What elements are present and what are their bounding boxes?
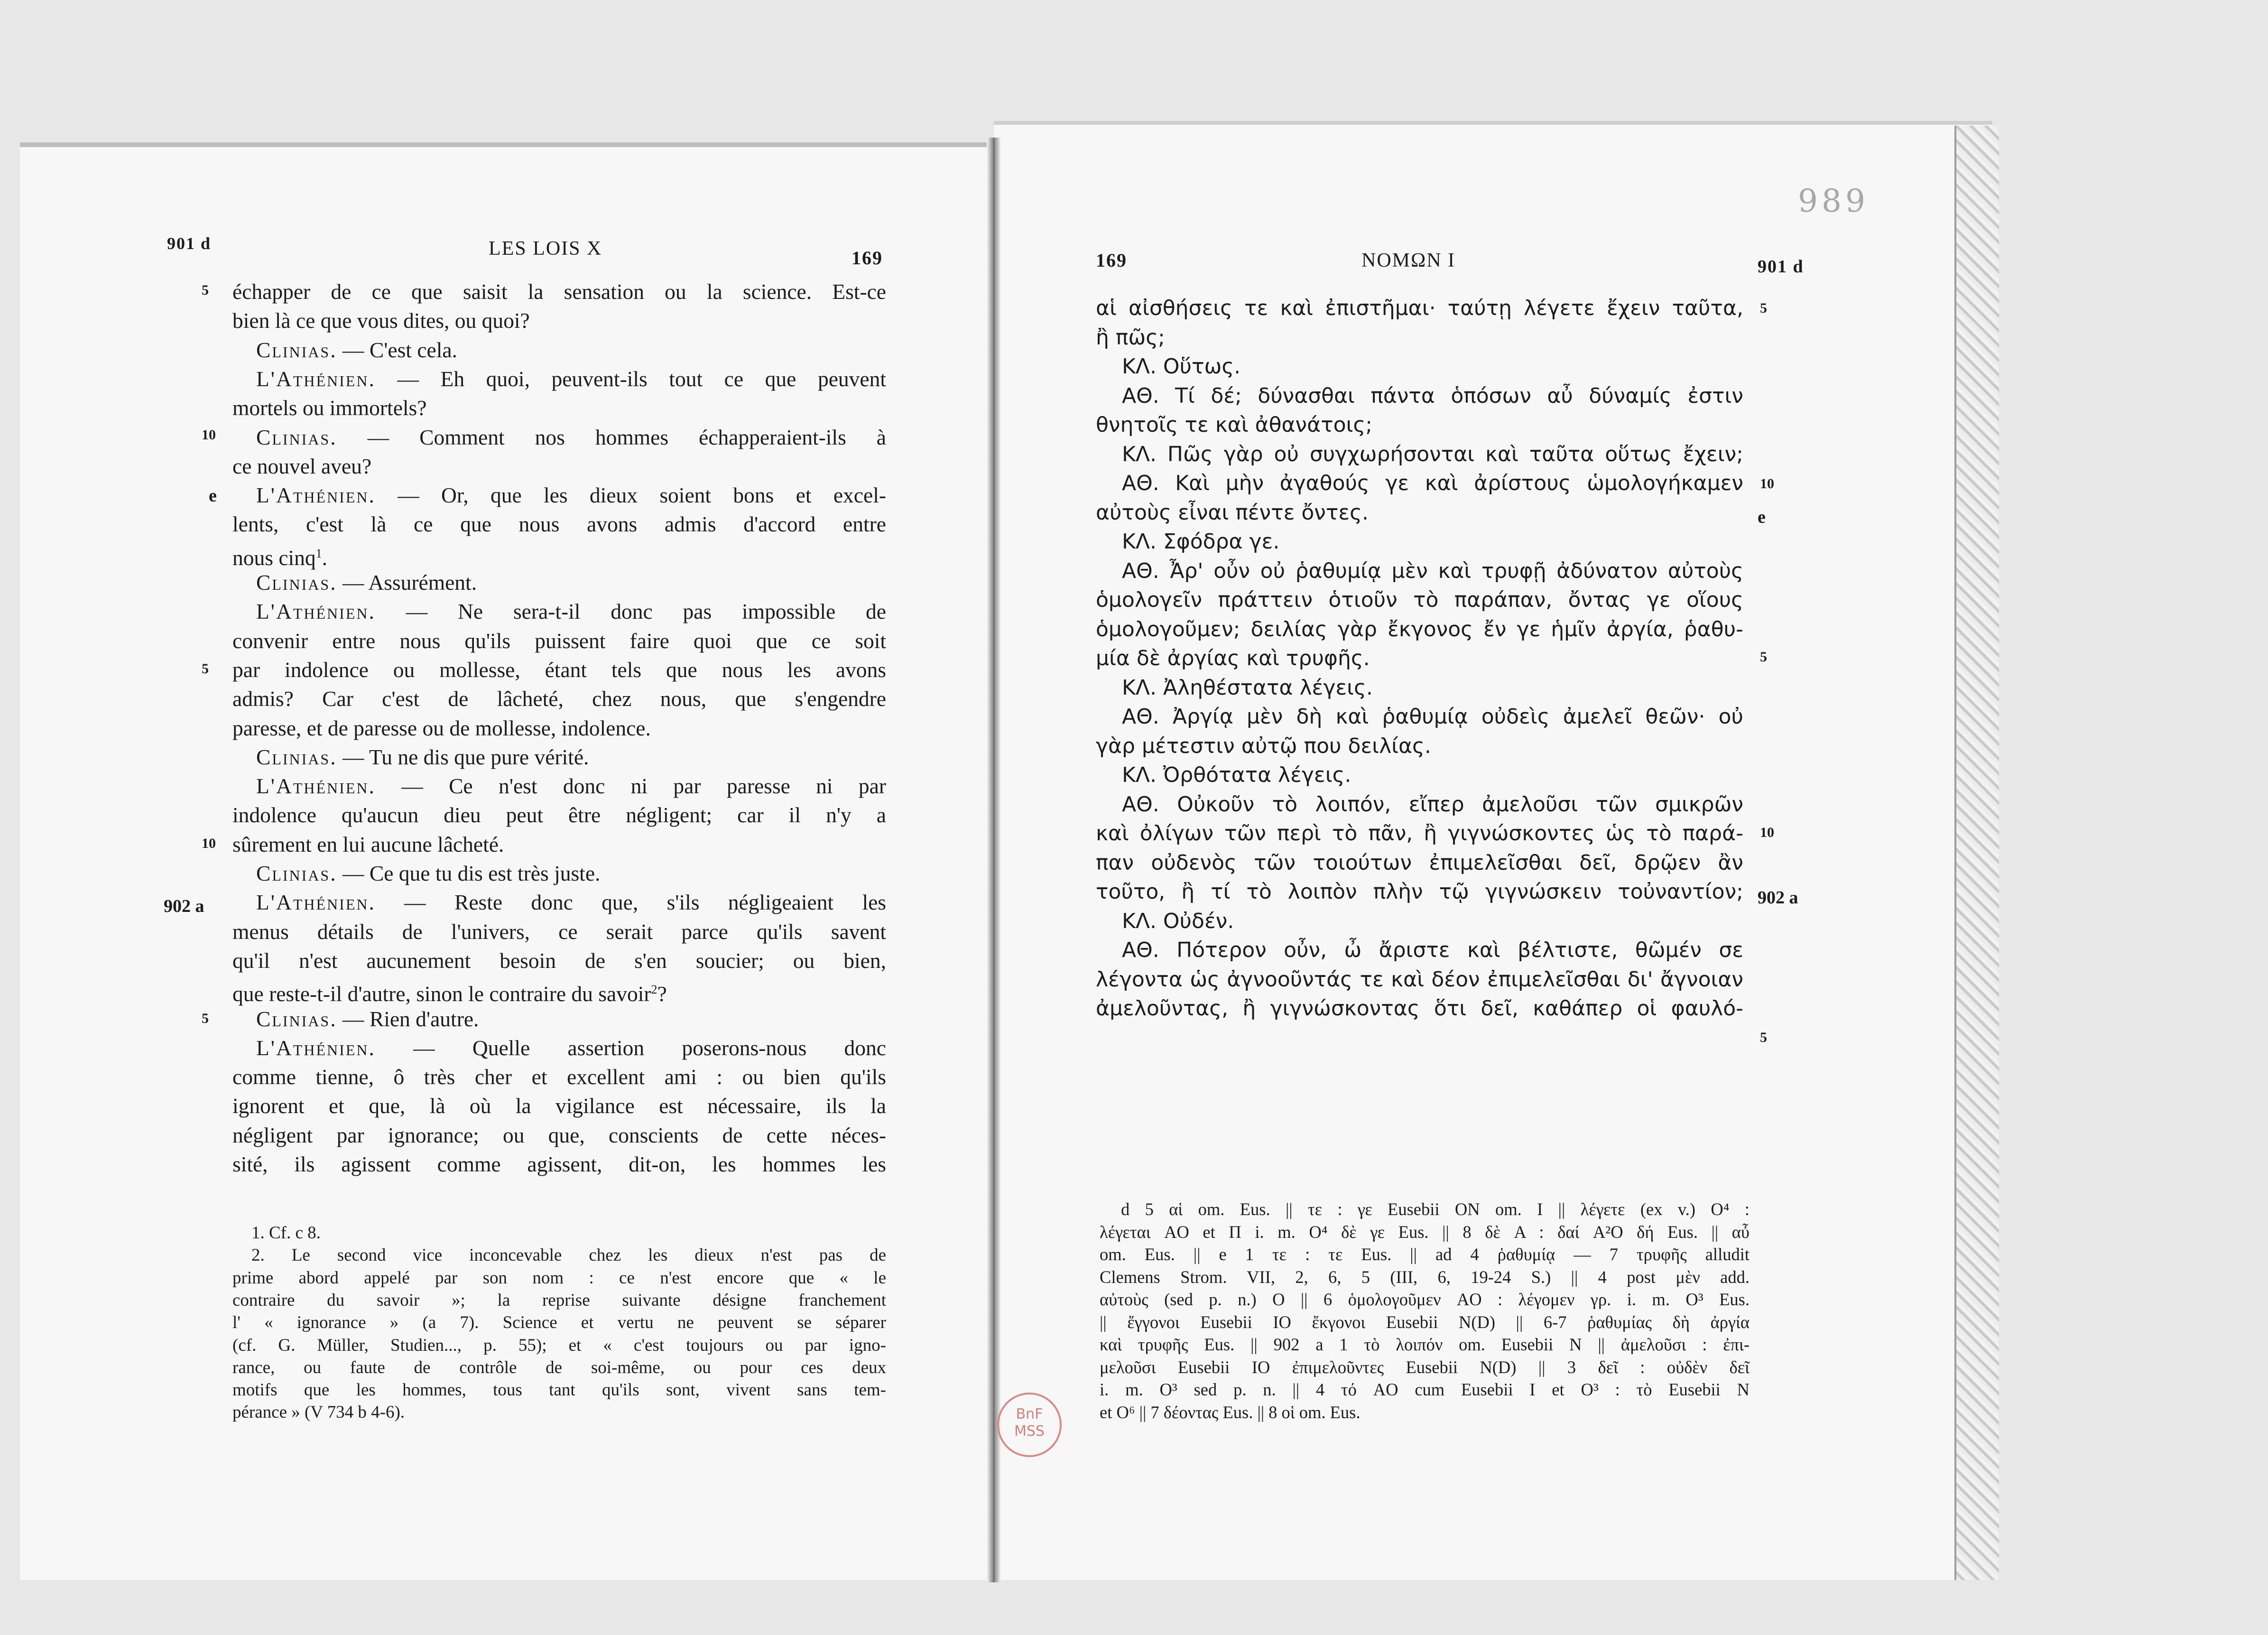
speaker-name: L'Athénien. — [256, 483, 376, 508]
apparatus-line: Clemens Strom. VII, 2, 6, 5 (III, 6, 19-24 S.) || 4 post μὲν add. — [1100, 1267, 1750, 1287]
text-segment: nous cinq — [232, 545, 316, 570]
apparatus-line: d 5 αἱ om. Eus. || τε : γε Eusebii ON om. I || λέγετε (ex v.) O⁴ : — [1121, 1199, 1750, 1219]
greek-text-line: ΚΛ. Οὐδέν. — [1122, 909, 1234, 933]
text-segment: convenir entre nous qu'ils puissent faire quoi que ce soit — [232, 628, 886, 653]
left-text-line — [232, 278, 886, 306]
greek-text-line: ὁμολογεῖν πράττειν ὁτιοῦν τὸ παράπαν, ὄντας γε οἵους — [1096, 588, 1743, 612]
text-segment: — Ce que tu dis est très juste. — [337, 861, 601, 885]
right-margin-number: 5 — [1760, 1030, 1767, 1045]
apparatus-line: μελοῦσι Eusebii IO ἐπιμελοῦντες Eusebii N(D) || 3 δεῖ : οὐδὲν δεῖ — [1100, 1357, 1750, 1377]
left-text-line — [232, 656, 886, 684]
left-text-line — [256, 365, 886, 393]
apparatus-line: αὐτοὺς (sed p. n.) O || 6 ὁμολογοῦμεν AO : λέγομεν γρ. i. m. O³ Eus. — [1100, 1290, 1750, 1309]
text-segment: — Ce n'est donc ni par paresse ni par — [375, 774, 886, 799]
left-margin-number: 10 — [202, 836, 216, 851]
right-margin-number: 902 a — [1758, 888, 1798, 908]
text-segment: . — [322, 545, 328, 570]
library-stamp — [997, 1393, 1062, 1457]
footnote-line: 2. Le second vice inconcevable chez les dieux n'est pas de — [251, 1245, 886, 1265]
text-segment: — Or, que les dieux soient bons et excel- — [375, 483, 886, 508]
greek-text-line: ΑΘ. Πότερον οὖν, ὦ ἄριστε καὶ βέλτιστε, θῶμέν σε — [1122, 938, 1743, 962]
footnote-line: prime abord appelé par son nom : ce n'est encore que « le — [232, 1268, 886, 1288]
footnote-line: pérance » (V 734 b 4-6). — [232, 1403, 405, 1422]
greek-text-line: ΚΛ. Σφόδρα γε. — [1122, 530, 1280, 554]
text-segment: comme tienne, ô très cher et excellent ami : ou bien qu'ils — [232, 1065, 886, 1089]
text-segment: — C'est cela. — [337, 337, 457, 362]
right-margin-number: 5 — [1760, 300, 1767, 316]
apparatus-line: et O⁶ || 7 δέοντας Eus. || 8 οἱ om. Eus. — [1100, 1402, 1361, 1422]
footnote-line: rance, ou faute de contrôle de soi-même, ou pour ces deux — [232, 1357, 886, 1377]
greek-text-line: ΑΘ. Τί δέ; δύνασθαι πάντα ὁπόσων αὖ δύναμίς ἐστιν — [1122, 383, 1743, 408]
left-text-line — [232, 801, 886, 829]
text-segment: que reste-t-il d'autre, sinon le contraire du savoir — [232, 982, 651, 1006]
greek-text-line: ΑΘ. Οὐκοῦν τὸ λοιπόν, εἴπερ ἀμελοῦσι τῶν σμικρῶν — [1122, 792, 1743, 817]
left-text-line — [232, 830, 504, 859]
left-text-line — [232, 1063, 886, 1091]
greek-text-line: ἢ πῶς; — [1096, 325, 1165, 350]
left-text-line — [232, 947, 886, 975]
left-text-line — [256, 859, 600, 888]
greek-text-line: ΑΘ. Καὶ μὴν ἀγαθούς γε καὶ ἀρίστους ὡμολογήκαμεν — [1122, 471, 1743, 495]
left-margin-number: 5 — [202, 1011, 209, 1026]
text-segment: — Tu ne dis que pure vérité. — [337, 744, 589, 769]
left-text-line — [232, 452, 371, 481]
text-segment: paresse, et de paresse ou de mollesse, indolence. — [232, 715, 651, 740]
apparatus-line: om. Eus. || e 1 τε : τε Eus. || ad 4 ῥαθυμίᾳ — 7 τρυφῆς alludit — [1100, 1245, 1750, 1264]
text-segment: — Ne sera-t-il donc pas impossible de — [375, 599, 886, 624]
left-text-line — [232, 394, 426, 422]
text-segment: — Comment nos hommes échapperaient-ils à — [337, 425, 886, 449]
left-text-line — [256, 1034, 886, 1062]
left-text-line — [256, 336, 457, 364]
left-header-title: LES LOIS X — [489, 238, 602, 260]
left-text-line — [232, 307, 530, 335]
text-segment: sûrement en lui aucune lâcheté. — [232, 832, 504, 856]
text-segment: — Eh quoi, peuvent-ils tout ce que peuvent — [375, 366, 886, 391]
speaker-name: Clinias. — [256, 1006, 337, 1031]
greek-text-line: ΚΛ. Οὕτως. — [1122, 354, 1241, 379]
page-stack-edge — [1954, 126, 1999, 1580]
text-segment: — Quelle assertion poserons-nous donc — [375, 1035, 886, 1060]
left-header-ref: 901 d — [167, 234, 212, 253]
left-text-line — [232, 1092, 886, 1120]
left-margin-number: 902 a — [164, 896, 204, 916]
left-text-line — [256, 597, 886, 626]
greek-text-line: ΚΛ. Ἀληθέστατα λέγεις. — [1122, 675, 1373, 700]
apparatus-line: || ἔγγονοι Eusebii IO ἔκγονοι Eusebii N(D) || 6-7 ῥαθυμίας δὴ ἀργία — [1100, 1312, 1750, 1332]
speaker-name: L'Athénien. — [256, 774, 376, 799]
text-segment: — Assurément. — [337, 570, 477, 595]
footnote-line: motifs que les hommes, tous tant qu'ils sont, vivent sans tem- — [232, 1380, 886, 1400]
right-header-page: 169 — [1096, 250, 1127, 271]
speaker-name: Clinias. — [256, 425, 337, 449]
apparatus-line: καὶ τρυφῆς Eus. || 902 a 1 τὸ λοιπόν om. Eusebii N || ἀμελοῦσι : ἐπι- — [1100, 1335, 1750, 1354]
text-segment: admis? Car c'est de lâcheté, chez nous, que s'engendre — [232, 687, 886, 711]
footnote-line: contraire du savoir »; la reprise suivante désigne franchement — [232, 1290, 886, 1310]
left-text-line — [256, 423, 886, 452]
greek-text-line: μία δὲ ἀργίας καὶ τρυφῆς. — [1096, 646, 1370, 670]
left-text-line — [232, 1150, 886, 1179]
greek-text-line: θνητοῖς τε καὶ ἀθανάτοις; — [1096, 413, 1373, 437]
right-margin-number: e — [1758, 507, 1766, 527]
stamp-line-2: MSS — [1014, 1423, 1045, 1440]
apparatus-line: i. m. O³ sed p. n. || 4 τό AO cum Eusebii I et O³ : τὸ Eusebii N — [1100, 1380, 1750, 1399]
text-segment: — Rien d'autre. — [337, 1006, 479, 1031]
text-segment: 1 — [315, 546, 322, 560]
text-segment: menus détails de l'univers, ce serait parce qu'ils savent — [232, 919, 886, 944]
left-text-line — [256, 772, 886, 800]
text-segment: ce nouvel aveu? — [232, 454, 372, 478]
speaker-name: L'Athénien. — [256, 599, 376, 624]
text-segment: ? — [657, 982, 667, 1006]
text-segment: 2 — [651, 983, 657, 997]
left-text-line — [232, 627, 886, 655]
right-header-ref: 901 d — [1758, 257, 1804, 277]
text-segment: par indolence ou mollesse, étant tels que nous les avons — [232, 657, 886, 682]
text-segment: lents, c'est là ce que nous avons admis d'accord entre — [232, 512, 886, 537]
text-segment: mortels ou immortels? — [232, 396, 427, 420]
left-text-line — [232, 918, 886, 946]
greek-text-line: ΑΘ. Ἀργίᾳ μὲν δὴ καὶ ῥαθυμίᾳ οὐδεὶς ἀμελεῖ θεῶν· οὐ — [1122, 705, 1743, 729]
left-text-line — [232, 1121, 886, 1150]
left-text-line — [232, 510, 886, 539]
right-margin-number: 10 — [1760, 476, 1774, 492]
right-margin-number: 10 — [1760, 825, 1774, 840]
text-segment: bien là ce que vous dites, ou quoi? — [232, 308, 530, 333]
greek-text-line: ΚΛ. Ὀρθότατα λέγεις. — [1122, 763, 1352, 787]
apparatus-line: λέγεται AO et Π i. m. O⁴ δὲ γε Eus. || 8 δὲ A : δαί A²O δή Eus. || αὖ — [1100, 1222, 1750, 1242]
greek-text-line: καὶ ὀλίγων τῶν περὶ τὸ πᾶν, ἢ γιγνώσκοντες ὡς τὸ παρά- — [1096, 821, 1743, 845]
greek-text-line: γὰρ μέτεστιν αὐτῷ που δειλίας. — [1096, 734, 1431, 758]
text-segment: ignorent et que, là où la vigilance est nécessaire, ils la — [232, 1094, 886, 1118]
greek-text-line: αὐτοὺς εἶναι πέντε ὄντες. — [1096, 500, 1369, 525]
text-segment: négligent par ignorance; ou que, conscients de cette néces- — [232, 1123, 886, 1147]
left-text-line — [232, 685, 886, 713]
speaker-name: Clinias. — [256, 570, 337, 595]
stamp-line-1: BnF — [1016, 1406, 1043, 1422]
left-text-line — [256, 481, 886, 510]
greek-text-line: αἱ αἰσθήσεις τε καὶ ἐπιστῆμαι· ταύτῃ λέγετε ἔχειν ταῦτα, — [1096, 296, 1743, 320]
greek-text-line: λέγοντα ὡς ἀγνοοῦντάς τε καὶ δέον ἐπιμελεῖσθαι δι' ἄγνοιαν — [1096, 967, 1743, 992]
greek-text-line: τοῦτο, ἢ τί τὸ λοιπὸν πλὴν τῷ γιγνώσκειν τοὐναντίον; — [1096, 880, 1743, 904]
left-text-line — [256, 743, 589, 771]
speaker-name: L'Athénien. — [256, 890, 376, 915]
left-text-line — [232, 539, 327, 572]
speaker-name: Clinias. — [256, 337, 337, 362]
left-margin-number: 10 — [202, 427, 216, 443]
greek-text-line: ἀμελοῦντας, ἢ γιγνώσκοντας ὅτι δεῖ, καθάπερ οἱ φαυλό- — [1096, 996, 1743, 1021]
left-text-line — [232, 975, 667, 1008]
speaker-name: L'Athénien. — [256, 366, 376, 391]
left-margin-number: e — [209, 486, 217, 506]
footnote-line: (cf. G. Müller, Studien..., p. 55); et « c'est toujours ou par igno- — [232, 1335, 886, 1355]
left-margin-number: 5 — [202, 661, 209, 677]
right-header-title: ΝΟΜΩΝ Ι — [1361, 250, 1456, 271]
text-segment: qu'il n'est aucunement besoin de s'en soucier; ou bien, — [232, 948, 886, 973]
book-gutter — [987, 138, 1001, 1582]
left-text-line — [256, 888, 886, 917]
footnote-line: l' « ignorance » (a 7). Science et vertu ne peuvent se séparer — [232, 1313, 886, 1333]
footnote-line: 1. Cf. c 8. — [251, 1223, 321, 1243]
archive-number: 989 — [1798, 183, 1869, 219]
left-header-page: 169 — [852, 247, 883, 269]
left-text-line — [256, 1005, 479, 1033]
speaker-name: Clinias. — [256, 861, 337, 885]
left-text-line — [232, 714, 651, 743]
text-segment: sité, ils agissent comme agissent, dit-on, les hommes les — [232, 1152, 886, 1176]
speaker-name: Clinias. — [256, 744, 337, 769]
right-margin-number: 5 — [1760, 649, 1767, 665]
left-text-line — [256, 568, 477, 597]
left-margin-number: 5 — [202, 282, 209, 298]
greek-text-line: ὁμολογοῦμεν; δειλίας γὰρ ἔκγονος ἔν γε ἡμῖν ἀργία, ῥαθυ- — [1096, 617, 1743, 641]
text-segment: indolence qu'aucun dieu peut être négligent; car il n'y a — [232, 803, 886, 827]
text-segment: — Reste donc que, s'ils négligeaient les — [375, 890, 886, 915]
greek-text-line: ΑΘ. Ἆρ' οὖν οὐ ῥαθυμίᾳ μὲν καὶ τρυφῇ ἀδύνατον αὐτοὺς — [1122, 558, 1743, 583]
greek-text-line: παν οὐδενὸς τῶν τοιούτων ἐπιμελεῖσθαι δεῖ, δρῷεν ἂν — [1096, 850, 1743, 875]
greek-text-line: ΚΛ. Πῶς γὰρ οὐ συγχωρήσονται καὶ ταῦτα οὕτως ἔχειν; — [1122, 442, 1743, 466]
text-segment: échapper de ce que saisit la sensation ou la science. Est-ce — [232, 279, 886, 304]
speaker-name: L'Athénien. — [256, 1035, 376, 1060]
